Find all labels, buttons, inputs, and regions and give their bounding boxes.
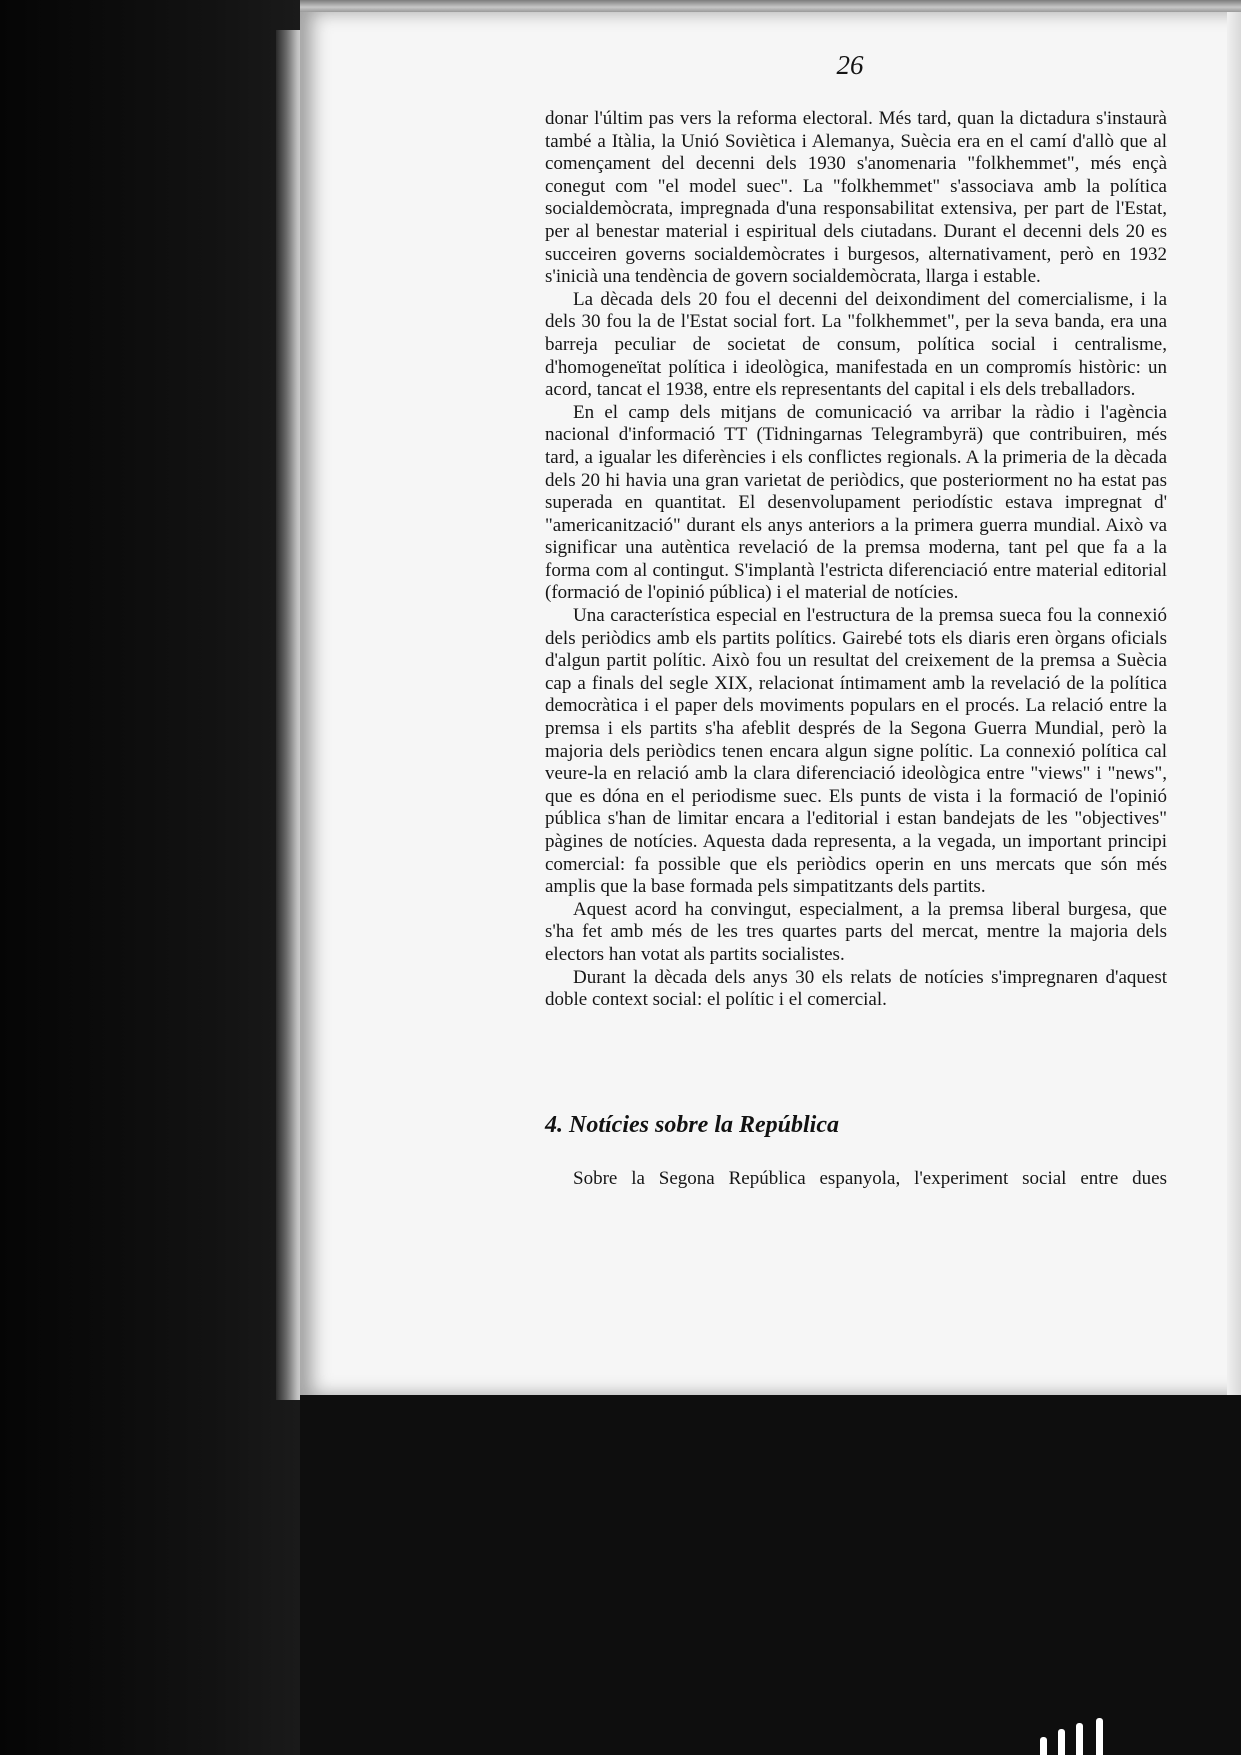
section-heading: 4. Notícies sobre la República [545, 1112, 839, 1138]
finger-marks [1030, 1718, 1150, 1755]
body-text [545, 108, 1167, 1012]
paragraph: Aquest acord ha convingut, especialment, a la premsa liberal burgesa, que s'ha fet amb més de les tres quartes parts del mercat, mentre la majoria dels electors han votat als partits socialistes. [545, 898, 1167, 965]
section-first-line: Sobre la Segona República espanyola, l'experiment social entre dues [573, 1168, 1167, 1189]
scanner-background-bottom [300, 1395, 1241, 1755]
paragraph: Durant la dècada dels anys 30 els relats de notícies s'impregnaren d'aquest doble context social: el polític i el comercial. [545, 966, 1167, 1011]
page-number: 26 [836, 50, 864, 80]
paragraph: donar l'últim pas vers la reforma electoral. Més tard, quan la dictadura s'instaurà també a Itàlia, la Unió Soviètica i Alemanya, Suècia era en el camí d'allò que al començament del decenni dels 1930 s'anomenaria "folkhemmet", més ençà conegut com "el model suec". La "folkhemmet" s'associava amb la política socialdemòcrata, impregnada d'una responsabilitat extensiva, per part de l'Estat, per al benestar material i espiritual dels ciutadans. Durant el decenni dels 20 es succeiren governs socialdemòcrates i burgesos, alternativament, però en 1932 s'inicià una tendència de govern socialdemòcrata, llarga i estable. [545, 108, 1167, 288]
paragraph: La dècada dels 20 fou el decenni del deixondiment del comercialisme, i la dels 30 fou la de l'Estat social fort. La "folkhemmet", per la seva banda, era una barreja peculiar de societat de consum, política social i centralisme, d'homogeneïtat política i ideològica, manifestada en un compromís històric: un acord, tancat el 1938, entre els representants del capital i els dels treballadors. [545, 288, 1167, 401]
scanner-background-left [0, 0, 300, 1755]
paragraph: En el camp dels mitjans de comunicació va arribar la ràdio i l'agència nacional d'informació TT (Tidningarnas Telegrambyrä) que contribuiren, més tard, a igualar les diferències i els conflictes regionals. A la primeria de la dècada dels 20 hi havia una gran varietat de periòdics, que posteriorment no ha estat pas superada en quantitat. El desenvolupament periodístic estava impregnat d' "americanització" durant els anys anteriors a la primera guerra mundial. Això va significar una autèntica revelació de la premsa moderna, tant pel que fa a la forma com al contingut. S'implantà l'estricta diferenciació entre material editorial (formació de l'opinió pública) i el material de notícies. [545, 401, 1167, 604]
paragraph: Una característica especial en l'estructura de la premsa sueca fou la connexió dels periòdics amb els partits polítics. Gairebé tots els diaris eren òrgans oficials d'algun partit polític. Això fou un resultat del creixement de la premsa a Suècia cap a finals del segle XIX, relacionat íntimament amb la revelació de la política democràtica i el paper dels moviments populars en el procés. La relació entre la premsa i els partits s'ha afeblit després de la Segona Guerra Mundial, però la majoria dels periòdics tenen encara algun signe polític. La connexió política cal veure-la en relació amb la clara diferenciació ideològica entre "views" i "news", que es dóna en el periodisme suec. Els punts de vista i la formació de l'opinió pública s'han de limitar encara a l'editorial i estan bandejats de les "objectives" pàgines de notícies. Aquesta dada representa, a la vegada, un important principi comercial: fa possible que els periòdics operin en uns mercats que són més amplis que la base formada pels simpatitzants dels partits. [545, 605, 1167, 898]
page-edge [1227, 12, 1241, 1395]
